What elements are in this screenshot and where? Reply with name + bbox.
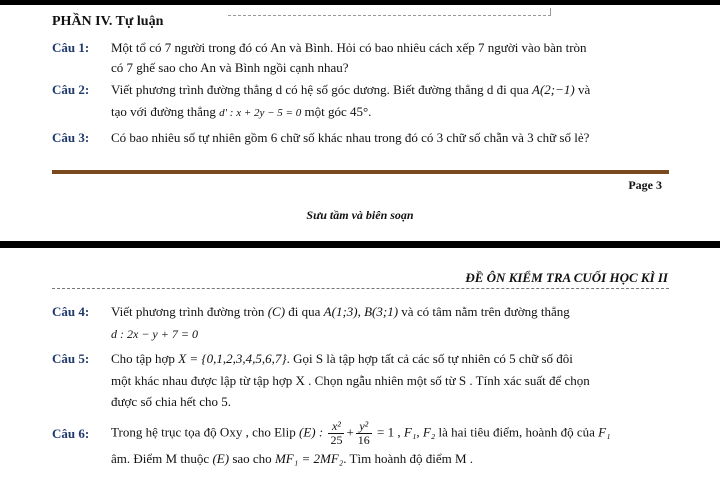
page-break — [0, 241, 720, 248]
question-text: Trong hệ trục tọa độ Oxy , cho Elip — [111, 424, 296, 440]
question-label: Câu 6: — [52, 426, 90, 441]
question-text: là hai tiêu điểm, hoành độ của — [438, 424, 595, 440]
question-label: Câu 2: — [52, 82, 90, 97]
question-text: . Tìm hoành độ điểm M . — [343, 451, 474, 467]
question-label: Câu 3: — [52, 130, 90, 145]
question-text: Một tổ có 7 người trong đó có An và Bình. Hỏi có bao nhiêu cách xếp 7 người vào bàn tròn — [111, 40, 587, 55]
distance-condition: MF₁ = 2MF₂ — [274, 451, 344, 467]
fraction-numerator: x² — [328, 420, 344, 434]
line-equation: d : 2x − y + 7 = 0 — [111, 327, 198, 342]
question-line — [111, 326, 672, 342]
header-dashed-rule — [52, 288, 669, 289]
circle-name: (C) — [267, 304, 286, 319]
question-text: Viết phương trình đường tròn — [111, 304, 265, 319]
section-title: PHẦN IV. Tự luận — [52, 14, 164, 29]
question-text: được số chia hết cho 5. — [111, 393, 232, 409]
question-text: sao cho — [232, 451, 272, 467]
question-text: tạo với đường thẳng — [111, 104, 216, 120]
point-b: B(3;1) — [364, 304, 399, 319]
fraction-denominator: 25 — [330, 433, 343, 448]
foci: F₁, F₂ — [403, 424, 436, 440]
page-number: Page 3 — [628, 178, 662, 192]
question-text: . Gọi S là tập hợp tất cả các số tự nhiên có 5 chữ số đôi — [286, 351, 573, 366]
question-text: có 7 ghế sao cho An và Bình ngồi cạnh nhau? — [111, 60, 349, 76]
angle-value: 45°. — [349, 104, 372, 120]
fraction-numerator: y² — [356, 420, 372, 434]
question-line — [111, 351, 672, 367]
ellipse-ref: (E) — [212, 451, 230, 467]
line-equation: d' : x + 2y − 5 = 0 — [219, 107, 302, 120]
point-a: A(1;3) — [323, 304, 358, 319]
question-text: Cho tập hợp — [111, 351, 175, 366]
question-3 — [52, 130, 672, 150]
fraction-denominator: 16 — [357, 433, 370, 448]
footer-rule — [52, 170, 669, 174]
question-line — [111, 451, 672, 467]
question-text: một góc — [304, 104, 347, 120]
question-2 — [52, 82, 672, 125]
question-line — [111, 82, 672, 98]
point-a: A(2;−1) — [532, 82, 575, 97]
question-1 — [52, 40, 672, 81]
footer-credit: Sưu tầm và biên soạn — [306, 208, 414, 222]
question-label: Câu 5: — [52, 351, 90, 366]
set-definition: X = {0,1,2,3,4,5,6,7} — [178, 351, 287, 366]
question-label: Câu 4: — [52, 304, 90, 319]
question-text: và — [577, 82, 591, 97]
question-label: Câu 1: — [52, 40, 90, 55]
equals-one: = 1 , — [377, 424, 401, 440]
question-6 — [52, 420, 672, 472]
question-line — [111, 420, 672, 447]
question-4 — [52, 304, 672, 347]
question-text: đi qua — [288, 304, 321, 319]
top-border — [0, 0, 720, 5]
question-line — [111, 304, 672, 320]
decorative-dashed-frame — [228, 8, 551, 16]
question-text: một khác nhau được lập từ tập hợp X . Chọn ngẫu nhiên một số từ S . Tính xác suất để chọn — [111, 373, 590, 389]
focus-f1: F₁ — [598, 424, 611, 440]
plus-sign: + — [346, 424, 354, 440]
ellipse-name: (E) : — [299, 424, 324, 440]
fraction-y — [356, 420, 372, 447]
question-5 — [52, 351, 672, 414]
question-text: Viết phương trình đường thẳng d có hệ số góc dương. Biết đường thẳng d đi qua — [111, 82, 529, 97]
question-text: Có bao nhiêu số tự nhiên gồm 6 chữ số khác nhau trong đó có 3 chữ số chẵn và 3 chữ số lẻ? — [111, 130, 590, 145]
fraction-x — [328, 420, 344, 447]
question-text: âm. Điểm M thuộc — [111, 451, 210, 467]
separator: , — [357, 304, 361, 319]
question-text: và có tâm nằm trên đường thẳng — [401, 304, 570, 319]
page-header-title: ĐỀ ÔN KIỂM TRA CUỐI HỌC KÌ II — [465, 270, 668, 285]
question-line — [111, 104, 672, 121]
